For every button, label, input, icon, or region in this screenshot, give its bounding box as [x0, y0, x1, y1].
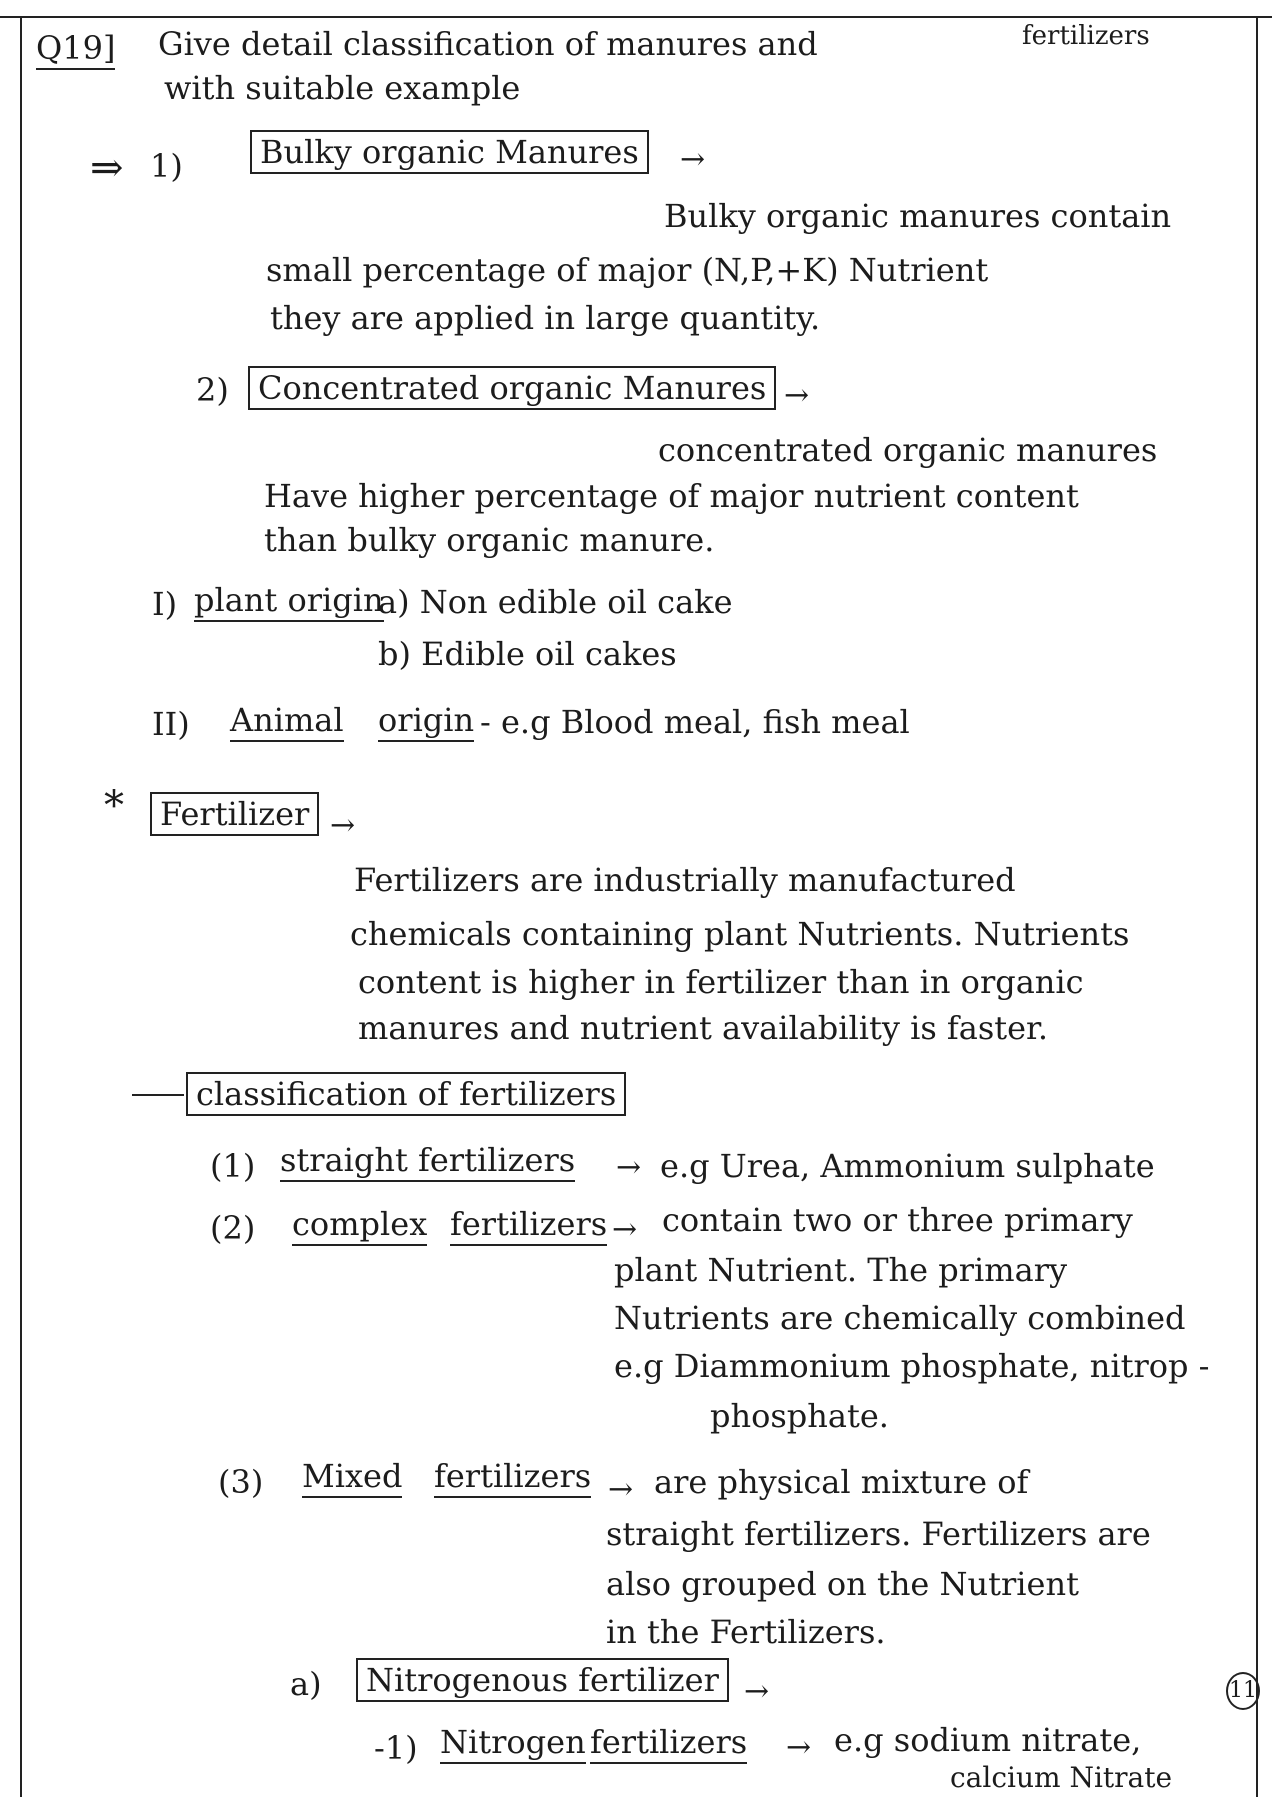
complex-text-2: plant Nutrient. The primary [614, 1251, 1068, 1289]
nitrogenous-heading: Nitrogenous fertilizer [356, 1658, 729, 1702]
straight-text: e.g Urea, Ammonium sulphate [660, 1147, 1155, 1185]
bulky-text-3: they are applied in large quantity. [270, 299, 821, 337]
animal-origin-label-1: Animal [230, 700, 344, 742]
mixed-label-2: fertilizers [434, 1456, 591, 1498]
question-number: Q19] [36, 28, 115, 70]
concentrated-heading: Concentrated organic Manures [248, 366, 776, 410]
fertilizer-text-1: Fertilizers are industrially manufactured [354, 861, 1016, 899]
concentrated-arrow-icon: → [784, 378, 810, 413]
bulky-arrow-icon: → [680, 142, 706, 177]
page-number: 11 [1226, 1672, 1260, 1710]
mixed-number: (3) [218, 1463, 264, 1501]
bulky-number: 1) [150, 147, 183, 185]
concentrated-text-2: Have higher percentage of major nutrient content [264, 477, 1079, 515]
question-line-1: Give detail classification of manures and [158, 25, 818, 63]
nitrogen-sub-text-2: calcium Nitrate [950, 1761, 1173, 1794]
fertilizer-heading: Fertilizer [150, 792, 319, 836]
fertilizer-arrow-icon: → [330, 808, 356, 843]
concentrated-number: 2) [196, 371, 229, 409]
concentrated-text-1: concentrated organic manures [658, 431, 1158, 469]
question-line-1b: fertilizers [1022, 21, 1150, 51]
bulky-text-1: Bulky organic manures contain [664, 197, 1172, 235]
complex-label-1: complex [292, 1204, 427, 1246]
mixed-arrow-icon: → [608, 1472, 634, 1507]
plant-origin-number: I) [152, 585, 178, 623]
straight-number: (1) [210, 1147, 256, 1185]
mixed-text-1: are physical mixture of [654, 1463, 1029, 1501]
mixed-text-4: in the Fertilizers. [606, 1613, 886, 1651]
animal-origin-label-2: origin [378, 700, 474, 742]
fertilizer-text-4: manures and nutrient availability is faster. [358, 1009, 1048, 1047]
mixed-text-3: also grouped on the Nutrient [606, 1565, 1079, 1603]
implies-arrow-icon: ⇒ [90, 145, 124, 191]
nitrogenous-number: a) [290, 1665, 322, 1703]
complex-text-5: phosphate. [710, 1397, 889, 1435]
nitrogenous-arrow-icon: → [744, 1674, 770, 1709]
complex-text-1: contain two or three primary [662, 1201, 1133, 1239]
straight-label: straight fertilizers [280, 1140, 575, 1182]
right-margin-rule [1256, 16, 1258, 1797]
animal-origin-example: - e.g Blood meal, fish meal [480, 703, 910, 741]
complex-label-2: fertilizers [450, 1204, 607, 1246]
complex-text-4: e.g Diammonium phosphate, nitrop - [614, 1347, 1210, 1385]
mixed-label-1: Mixed [302, 1456, 402, 1498]
complex-arrow-icon: → [612, 1212, 638, 1247]
classification-heading: classification of fertilizers [186, 1072, 626, 1116]
star-bullet-icon: * [104, 783, 124, 829]
plant-origin-b: b) Edible oil cakes [378, 635, 677, 673]
fertilizer-text-2: chemicals containing plant Nutrients. Nutrients [350, 915, 1130, 953]
plant-origin-a: a) Non edible oil cake [378, 583, 733, 621]
left-margin-rule [20, 16, 22, 1797]
question-line-2: with suitable example [164, 69, 521, 107]
complex-number: (2) [210, 1209, 256, 1247]
nitrogen-sub-number: -1) [374, 1729, 418, 1767]
nitrogen-sub-text: e.g sodium nitrate, [834, 1721, 1142, 1759]
classification-dash [132, 1094, 184, 1096]
nitrogen-sub-label-2: fertilizers [590, 1722, 747, 1764]
nitrogen-sub-arrow-icon: → [786, 1730, 812, 1765]
fertilizer-text-3: content is higher in fertilizer than in organic [358, 963, 1084, 1001]
nitrogen-sub-label-1: Nitrogen [440, 1722, 586, 1764]
complex-text-3: Nutrients are chemically combined [614, 1299, 1186, 1337]
animal-origin-number: II) [152, 705, 190, 743]
plant-origin-label: plant origin [194, 580, 384, 622]
bulky-text-2: small percentage of major (N,P,+K) Nutrient [266, 251, 989, 289]
straight-arrow-icon: → [616, 1150, 642, 1185]
concentrated-text-3: than bulky organic manure. [264, 521, 715, 559]
bulky-heading: Bulky organic Manures [250, 130, 649, 174]
mixed-text-2: straight fertilizers. Fertilizers are [606, 1515, 1151, 1553]
